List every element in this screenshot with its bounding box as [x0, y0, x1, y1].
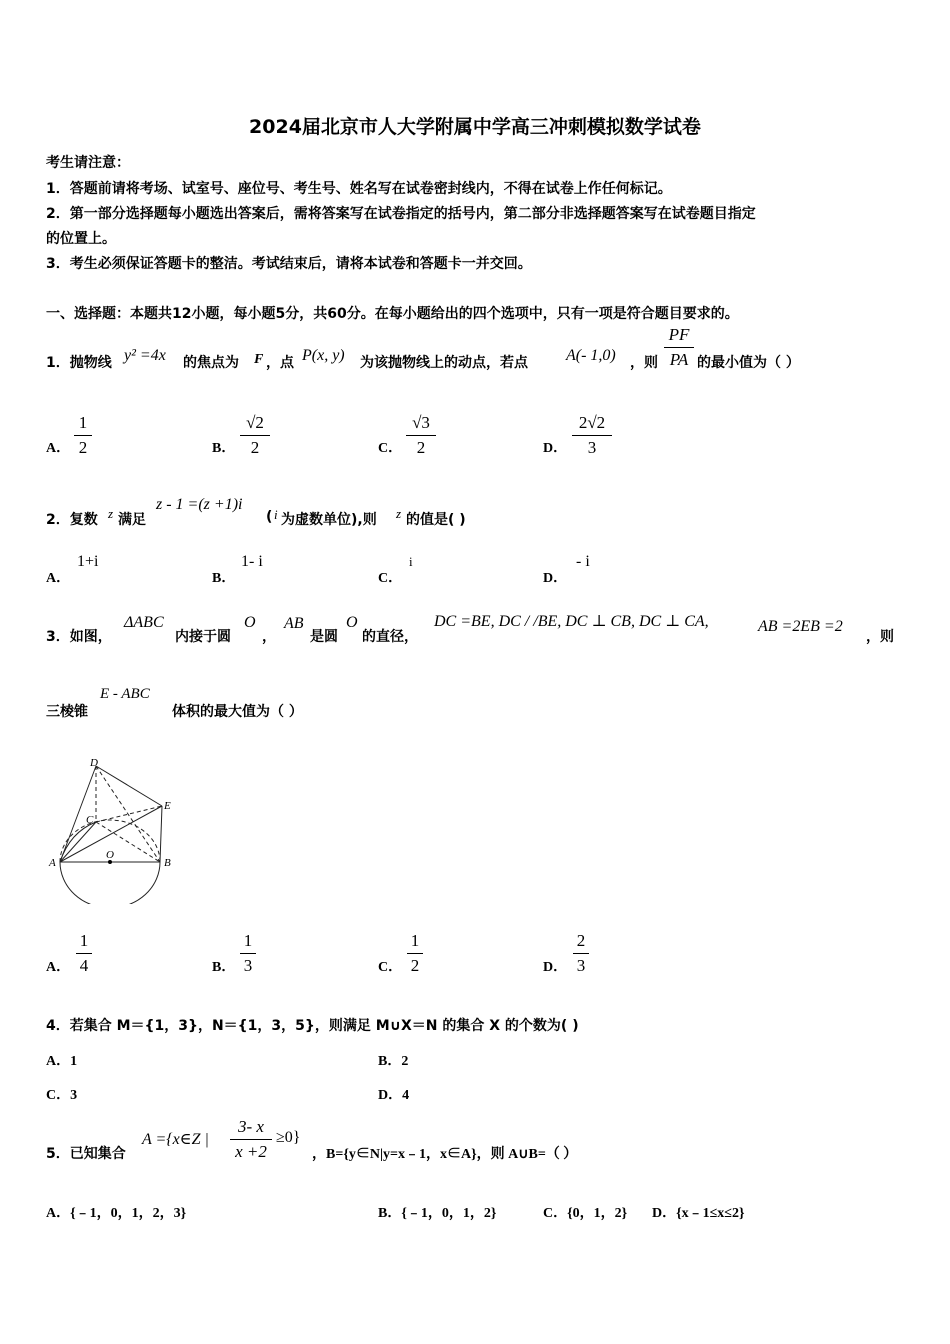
option-c-value[interactable]: √3 2 [406, 412, 436, 459]
q2-equation: z - 1 =(z +1)i [156, 496, 243, 513]
q3-text: 内接于圆 [175, 629, 231, 645]
option-label: D． [543, 441, 568, 456]
geometry-figure [40, 752, 190, 904]
option-label: D． [543, 960, 568, 975]
label-c: C [86, 814, 94, 826]
option-d-value[interactable]: - i [576, 553, 590, 570]
q5-text: 5．已知集合 [46, 1146, 126, 1162]
q2-text: 的值是( ) [406, 512, 466, 528]
q2-i: i [274, 507, 278, 522]
option-c[interactable]: C．{0，1，2} [543, 1206, 628, 1221]
option-label: C． [378, 960, 403, 975]
q3-text: ，则 [866, 629, 894, 645]
option-b-value[interactable]: 1- i [241, 553, 263, 570]
q1-fraction: PF PA [664, 324, 694, 371]
q3-circle-o: O [346, 614, 358, 631]
segment-eb [160, 806, 162, 862]
q4-text: 4．若集合 M＝{1，3}，N＝{1，3，5}，则满足 M∪X＝N 的集合 X 的个数为( ) [46, 1018, 579, 1034]
notice-item: 2．第一部分选择题每小题选出答案后，需将答案写在试卷指定的括号内，第二部分非选择题答案写在试卷题目指定 [46, 206, 756, 222]
q2-z: z [108, 506, 114, 521]
q3-text: 3．如图， [46, 629, 112, 645]
option-label: B． [212, 571, 236, 586]
q3-conditions: DC =BE, DC / /BE, DC ⊥ CB, DC ⊥ CA, [434, 613, 709, 630]
option-b-value[interactable]: √2 2 [240, 412, 270, 459]
q3-text: 三棱锥 [46, 704, 88, 720]
q1-point-p: P(x, y) [302, 347, 345, 364]
option-d-value[interactable]: 2 3 [573, 930, 589, 977]
option-c[interactable]: C．3 [46, 1088, 78, 1103]
q3-conditions: AB =2EB =2 [758, 618, 843, 635]
notice-item: 的位置上。 [46, 231, 116, 247]
q1-text: 为该抛物线上的动点，若点 [360, 355, 528, 371]
q1-text: ，则 [630, 355, 658, 371]
q1-text: 1．抛物线 [46, 355, 112, 371]
option-b[interactable]: B．{﹣1，0，1，2} [378, 1206, 497, 1221]
q3-ab: AB [284, 615, 304, 632]
q5-set-a: A ={x∈Z | [142, 1131, 209, 1148]
q5-fraction: 3- x x +2 [230, 1116, 272, 1163]
segment-de [96, 766, 162, 806]
option-c-value[interactable]: 1 2 [407, 930, 423, 977]
q3-text: 体积的最大值为（ ） [172, 704, 303, 720]
segment-db [96, 766, 160, 862]
option-label: C． [378, 441, 403, 456]
q3-text: ， [262, 629, 276, 645]
option-b-value[interactable]: 1 3 [240, 930, 256, 977]
label-d: D [90, 757, 98, 769]
label-e: E [164, 800, 171, 812]
option-c-value[interactable]: i [409, 554, 413, 569]
segment-ce [96, 806, 162, 822]
label-a: A [49, 857, 56, 869]
q2-z: z [396, 506, 402, 521]
notice-item: 3．考生必须保证答题卡的整洁。考试结束后，请将本试卷和答题卡一并交回。 [46, 256, 532, 272]
page-title: 2024届北京市人大学附属中学高三冲刺模拟数学试卷 [249, 116, 701, 138]
q3-circle-o: O [244, 614, 256, 631]
q5-set-a: ≥0} [276, 1129, 301, 1146]
q3-pyramid: E - ABC [100, 686, 150, 702]
option-d[interactable]: D．{x﹣1≤x≤2} [652, 1206, 745, 1221]
option-label: C． [378, 571, 403, 586]
option-a-value[interactable]: 1+i [77, 553, 99, 570]
option-a[interactable]: A．1 [46, 1054, 78, 1069]
q1-focus: F [254, 352, 264, 367]
option-b[interactable]: B．2 [378, 1054, 409, 1069]
q2-text: 2．复数 [46, 512, 98, 528]
label-b: B [164, 857, 171, 869]
q5-text: ，B={y∈N|y=x﹣1，x∈A}，则 A∪B=（ ） [312, 1147, 578, 1162]
q1-text: 的焦点为 [183, 355, 239, 371]
q1-point-a: A(- 1,0) [566, 347, 616, 364]
segment-ca [60, 822, 96, 862]
option-label: B． [212, 441, 236, 456]
q3-text: 的直径， [362, 629, 418, 645]
semicircle [60, 862, 160, 904]
option-a-value[interactable]: 1 2 [74, 412, 92, 459]
q3-text: 是圆 [310, 629, 338, 645]
option-label: B． [212, 960, 236, 975]
q2-text: 为虚数单位),则 [281, 512, 377, 528]
option-a-value[interactable]: 1 4 [76, 930, 92, 977]
option-a[interactable]: A．{﹣1，0，1，2，3} [46, 1206, 187, 1221]
q1-equation: y² =4x [124, 347, 166, 364]
q1-text: ，点 [266, 355, 294, 371]
notice-heading: 考生请注意： [46, 155, 130, 171]
q2-text: ( [266, 509, 273, 525]
option-d[interactable]: D．4 [378, 1088, 410, 1103]
q2-text: 满足 [118, 512, 146, 528]
option-label: A． [46, 441, 71, 456]
option-label: A． [46, 571, 71, 586]
option-label: D． [543, 571, 568, 586]
option-label: A． [46, 960, 71, 975]
section-heading: 一、选择题：本题共12小题，每小题5分，共60分。在每小题给出的四个选项中，只有一项是符合题目要求的。 [46, 306, 739, 322]
label-o: O [106, 849, 114, 861]
q1-text: 的最小值为（ ） [697, 355, 800, 371]
q3-triangle: ΔABC [124, 614, 164, 631]
option-d-value[interactable]: 2√2 3 [572, 412, 612, 459]
notice-item: 1．答题前请将考场、试室号、座位号、考生号、姓名写在试卷密封线内，不得在试卷上作任何标记。 [46, 181, 672, 197]
